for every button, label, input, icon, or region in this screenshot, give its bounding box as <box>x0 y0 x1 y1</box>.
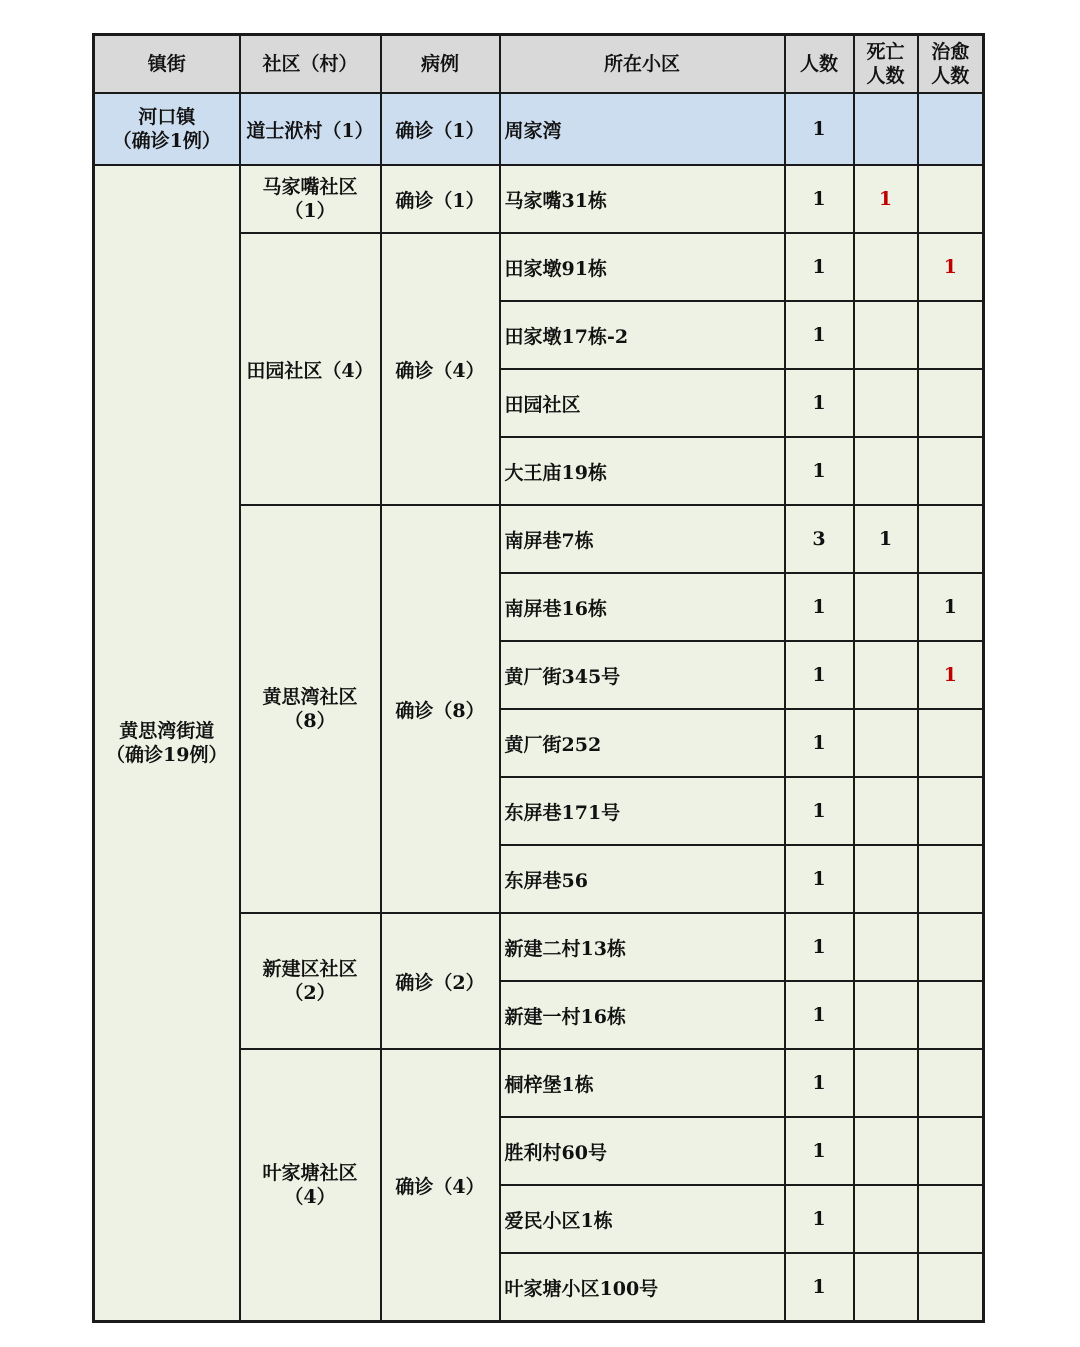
cured-cell: 1 <box>918 233 984 301</box>
count-cell: 1 <box>785 777 854 845</box>
case-cell: 确诊（2） <box>381 913 500 1049</box>
cured-cell <box>918 981 984 1049</box>
location-cell: 黄厂街345号 <box>500 641 785 709</box>
cured-cell <box>918 1185 984 1253</box>
death-cell <box>854 641 918 709</box>
location-cell: 叶家塘小区100号 <box>500 1253 785 1322</box>
location-cell: 胜利村60号 <box>500 1117 785 1185</box>
header-death <box>854 35 918 94</box>
header-count: 人数 <box>785 35 854 94</box>
community-sub: （1） <box>284 200 336 222</box>
death-cell <box>854 93 918 165</box>
count-cell: 1 <box>785 93 854 165</box>
count-cell: 1 <box>785 437 854 505</box>
table-row <box>94 93 984 165</box>
location-cell: 黄厂街252 <box>500 709 785 777</box>
count-cell: 1 <box>785 1117 854 1185</box>
death-cell: 1 <box>854 505 918 573</box>
case-cell: 确诊（4） <box>381 233 500 505</box>
case-cell: 确诊（4） <box>381 1049 500 1322</box>
cured-cell <box>918 369 984 437</box>
community-cell <box>240 913 381 1049</box>
community-cell: 田园社区（4） <box>240 233 381 505</box>
count-cell: 1 <box>785 709 854 777</box>
town-name: 黄思湾街道 <box>119 720 215 742</box>
cured-cell <box>918 505 984 573</box>
count-cell: 1 <box>785 369 854 437</box>
cured-cell <box>918 301 984 369</box>
location-cell: 桐梓堡1栋 <box>500 1049 785 1117</box>
community-name: 叶家塘社区 <box>262 1162 358 1184</box>
count-cell: 1 <box>785 165 854 233</box>
location-cell: 田家墩17栋-2 <box>500 301 785 369</box>
location-cell: 马家嘴31栋 <box>500 165 785 233</box>
cured-cell <box>918 845 984 913</box>
header-death-line1: 死亡 <box>866 41 905 63</box>
death-cell <box>854 709 918 777</box>
town-cell-hekou <box>94 93 240 165</box>
location-cell: 南屏巷7栋 <box>500 505 785 573</box>
town-sub: （确诊1例） <box>112 130 221 152</box>
header-town: 镇街 <box>94 35 240 94</box>
death-cell <box>854 1049 918 1117</box>
community-sub: （2） <box>284 982 336 1004</box>
community-cell <box>240 505 381 913</box>
header-location: 所在小区 <box>500 35 785 94</box>
header-cured <box>918 35 984 94</box>
community-name: 黄思湾社区 <box>262 686 358 708</box>
header-case: 病例 <box>381 35 500 94</box>
cured-cell <box>918 1253 984 1322</box>
cured-cell: 1 <box>918 573 984 641</box>
case-cell: 确诊（1） <box>381 165 500 233</box>
location-cell: 东屏巷56 <box>500 845 785 913</box>
death-cell <box>854 573 918 641</box>
location-cell: 东屏巷171号 <box>500 777 785 845</box>
cured-cell <box>918 709 984 777</box>
count-cell: 1 <box>785 641 854 709</box>
death-cell <box>854 1253 918 1322</box>
case-cell: 确诊（8） <box>381 505 500 913</box>
location-cell: 爱民小区1栋 <box>500 1185 785 1253</box>
cured-cell <box>918 913 984 981</box>
location-cell: 南屏巷16栋 <box>500 573 785 641</box>
town-cell-huangsiwan <box>94 165 240 1322</box>
location-cell: 周家湾 <box>500 93 785 165</box>
table-row <box>94 165 984 233</box>
header-cured-line1: 治愈 <box>931 41 970 63</box>
count-cell: 1 <box>785 573 854 641</box>
location-cell: 大王庙19栋 <box>500 437 785 505</box>
community-cell: 道士洑村（1） <box>240 93 381 165</box>
header-death-line2: 人数 <box>866 65 905 87</box>
header-community: 社区（村） <box>240 35 381 94</box>
death-cell <box>854 369 918 437</box>
town-name: 河口镇 <box>138 106 196 128</box>
count-cell: 1 <box>785 1253 854 1322</box>
cured-cell <box>918 437 984 505</box>
count-cell: 3 <box>785 505 854 573</box>
community-cell <box>240 1049 381 1322</box>
death-cell <box>854 437 918 505</box>
count-cell: 1 <box>785 1185 854 1253</box>
cured-cell <box>918 165 984 233</box>
death-cell <box>854 981 918 1049</box>
death-cell <box>854 913 918 981</box>
count-cell: 1 <box>785 913 854 981</box>
community-cell <box>240 165 381 233</box>
count-cell: 1 <box>785 233 854 301</box>
cured-cell <box>918 1117 984 1185</box>
header-row <box>94 35 984 94</box>
count-cell: 1 <box>785 301 854 369</box>
community-sub: （8） <box>284 710 336 732</box>
death-cell <box>854 1117 918 1185</box>
death-cell <box>854 233 918 301</box>
death-cell <box>854 845 918 913</box>
death-cell <box>854 1185 918 1253</box>
location-cell: 田家墩91栋 <box>500 233 785 301</box>
town-sub: （确诊19例） <box>106 744 228 766</box>
location-cell: 新建二村13栋 <box>500 913 785 981</box>
case-cell: 确诊（1） <box>381 93 500 165</box>
community-name: 新建区社区 <box>262 958 358 980</box>
death-cell <box>854 777 918 845</box>
count-cell: 1 <box>785 1049 854 1117</box>
cured-cell <box>918 1049 984 1117</box>
community-sub: （4） <box>284 1186 336 1208</box>
death-cell: 1 <box>854 165 918 233</box>
count-cell: 1 <box>785 845 854 913</box>
cured-cell: 1 <box>918 641 984 709</box>
cured-cell <box>918 93 984 165</box>
death-cell <box>854 301 918 369</box>
case-table <box>92 33 985 1323</box>
cured-cell <box>918 777 984 845</box>
count-cell: 1 <box>785 981 854 1049</box>
location-cell: 田园社区 <box>500 369 785 437</box>
community-name: 马家嘴社区 <box>262 176 358 198</box>
header-cured-line2: 人数 <box>931 65 970 87</box>
location-cell: 新建一村16栋 <box>500 981 785 1049</box>
